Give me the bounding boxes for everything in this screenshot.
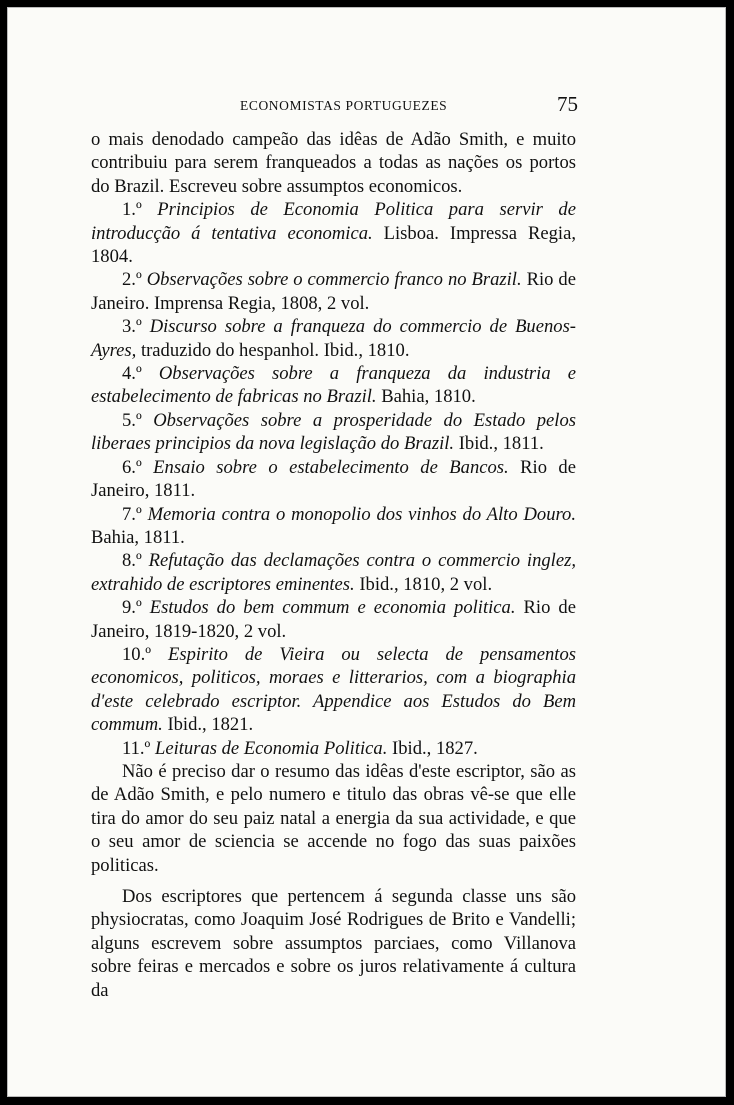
- work-publication: traduzido do hespanhol. Ibid., 1810.: [140, 339, 410, 361]
- work-number: 9.º: [122, 597, 142, 619]
- second-class-paragraph: Dos escriptores que pertencem á segunda classe uns são physiocratas, como Joaquim José Rodrigues de Brito e Vandelli; alguns escrevem sobre assumptos parciaes, como Villanova sobre feiras e mercados e sobre os juros relativamente á cultura da: [91, 886, 576, 1001]
- intro-paragraph: o mais denodado campeão das idêas de Adão Smith, e muito contribuiu para serem franqueados a todas as nações os portos do Brazil. Escreveu sobre assumptos economicos.: [91, 129, 576, 197]
- body-text: [91, 128, 576, 1002]
- work-entry-10: [91, 643, 576, 737]
- work-publication: Rio de Janeiro, 1811.: [91, 456, 576, 502]
- work-title: Discurso sobre a franqueza do commercio de Buenos-Ayres,: [91, 316, 576, 361]
- work-title: Estudos do bem commum e economia politica.: [149, 597, 516, 619]
- work-publication: Bahia, 1810.: [381, 386, 476, 408]
- work-title: Observações sobre a prosperidade do Estado pelos liberaes principios da nova legislação do Brazil.: [91, 409, 576, 455]
- work-entry-3: [91, 315, 576, 362]
- running-title: ECONOMISTAS PORTUGUEZES: [240, 98, 448, 113]
- work-entry-11: [91, 737, 576, 760]
- work-publication: Rio de Janeiro, 1819-1820, 2 vol.: [91, 597, 576, 642]
- work-title: Refutação das declamações contra o commercio inglez, extrahido de escriptores eminentes.: [91, 550, 576, 595]
- work-number: 1.º: [122, 199, 142, 221]
- work-number: 11.º: [122, 737, 151, 759]
- work-number: 5.º: [122, 409, 142, 431]
- work-publication: Ibid., 1821.: [167, 714, 254, 736]
- work-title: Espirito de Vieira ou selecta de pensamentos economicos, politicos, moraes e litterarios, com a biographia d'este celebrado escriptor. Appendice aos Estudos do Bem commum.: [91, 643, 577, 736]
- work-number: 3.º: [122, 316, 142, 338]
- summary-paragraph: Não é preciso dar o resumo das idêas d'este escriptor, são as de Adão Smith, e pelo numero e titulo das obras vê-se que elle tira do amor do seu paiz natal a energia da sua actividade, e que o seu amor de sciencia se accende no fogo das suas paixões politicas.: [91, 760, 576, 876]
- work-number: 7.º: [122, 503, 142, 525]
- work-title: Observações sobre o commercio franco no Brazil.: [146, 269, 522, 291]
- work-entry-2: [91, 268, 576, 315]
- page-number: 75: [557, 92, 578, 116]
- work-publication: Lisboa. Impressa Regia, 1804.: [91, 222, 576, 268]
- work-title: Observações sobre a franqueza da industria e estabelecimento de fabricas no Brazil.: [91, 363, 576, 408]
- work-number: 8.º: [122, 550, 142, 572]
- work-publication: Ibid., 1827.: [392, 737, 478, 759]
- work-entry-8: [91, 549, 576, 596]
- work-publication: Rio de Janeiro. Imprensa Regia, 1808, 2 vol.: [91, 269, 576, 314]
- work-publication: Ibid., 1811.: [458, 433, 544, 455]
- work-title: Principios de Economia Politica para servir de introducção á tentativa economica.: [91, 199, 576, 244]
- work-title: Leituras de Economia Politica.: [154, 737, 388, 759]
- book-page: [7, 7, 726, 1097]
- work-publication: Ibid., 1810, 2 vol.: [359, 573, 493, 595]
- work-title: Ensaio sobre o estabelecimento de Bancos.: [153, 456, 509, 478]
- work-number: 2.º: [122, 269, 142, 291]
- work-title: Memoria contra o monopolio dos vinhos do Alto Douro.: [147, 503, 576, 525]
- work-entry-9: [91, 596, 576, 643]
- work-publication: Bahia, 1811.: [91, 526, 185, 548]
- work-entry-1: [91, 198, 576, 268]
- work-number: 10.º: [122, 643, 152, 665]
- work-entry-6: [91, 456, 576, 503]
- work-entry-4: [91, 362, 576, 409]
- work-number: 4.º: [122, 363, 142, 385]
- work-entry-5: [91, 409, 576, 456]
- work-number: 6.º: [122, 456, 142, 478]
- work-entry-7: [91, 503, 576, 550]
